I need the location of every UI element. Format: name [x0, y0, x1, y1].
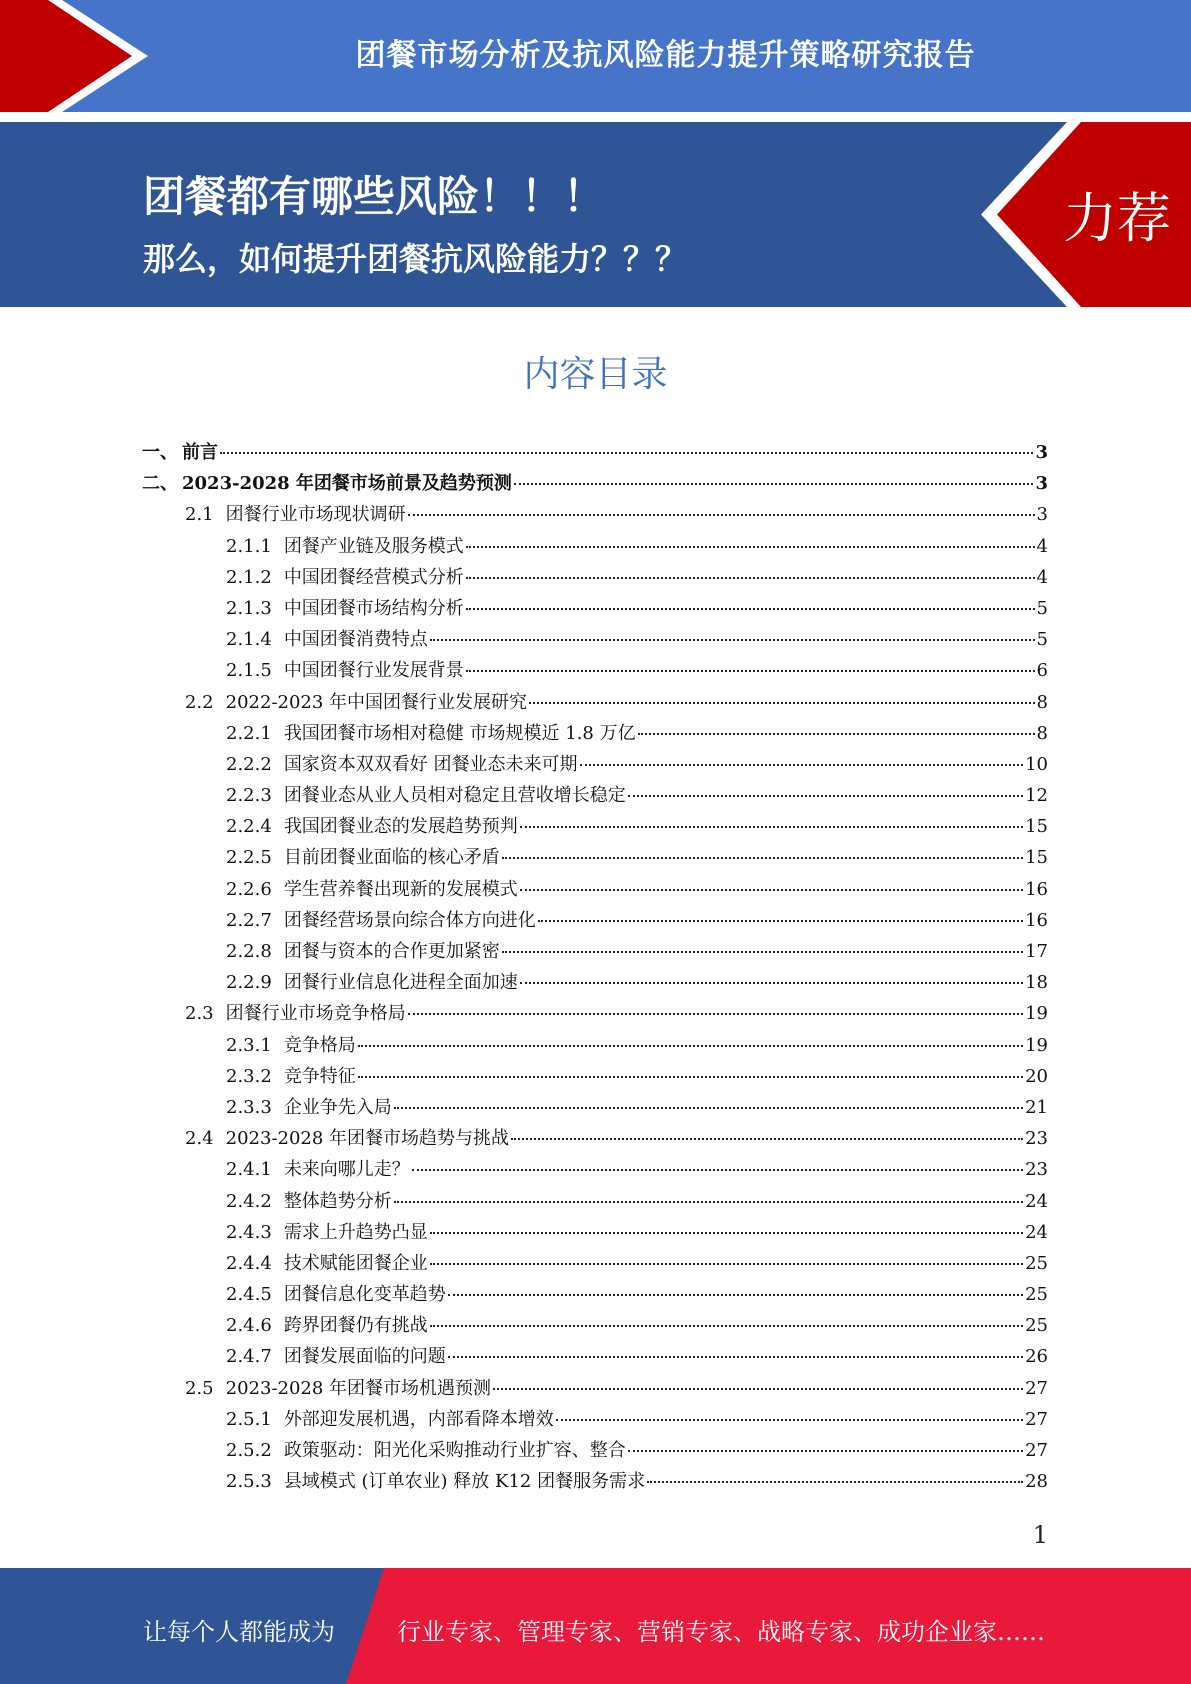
- toc-entry[interactable]: [142, 1405, 1048, 1436]
- toc-entry-title: 需求上升趋势凸显: [283, 1221, 428, 1243]
- toc-entry-page: 12: [1025, 785, 1048, 807]
- toc-entry-page: 24: [1025, 1221, 1048, 1243]
- toc-entry-title: 学生营养餐出现新的发展模式: [283, 878, 518, 900]
- recommend-badge-text: 力荐: [1063, 187, 1171, 250]
- toc-entry-number: 2.2.3: [226, 785, 272, 807]
- toc-entry[interactable]: [142, 1311, 1048, 1342]
- toc-dot-leader: [514, 483, 1034, 485]
- toc-entry-number: 2.2.5: [226, 847, 272, 869]
- red-arrow-decoration: [0, 0, 160, 112]
- toc-dot-leader: [220, 452, 1033, 454]
- toc-entry-page: 16: [1025, 909, 1048, 931]
- toc-entry-title: 竞争特征: [283, 1065, 356, 1087]
- toc-entry-title: 我国团餐业态的发展趋势预判: [283, 816, 518, 838]
- toc-entry-page: 6: [1036, 660, 1048, 682]
- toc-entry[interactable]: [142, 500, 1048, 531]
- toc-entry-page: 27: [1025, 1408, 1048, 1430]
- toc-entry-title: 技术赋能团餐企业: [283, 1252, 428, 1274]
- toc-entry-number: 2.4.2: [226, 1190, 272, 1212]
- toc-dot-leader: [394, 1201, 1023, 1203]
- toc-entry-page: 8: [1036, 722, 1048, 744]
- toc-entry-page: 18: [1025, 972, 1048, 994]
- toc-entry[interactable]: [142, 532, 1048, 563]
- toc-entry-title: 未来向哪儿走？: [283, 1159, 410, 1181]
- toc-entry-title: 中国团餐市场结构分析: [283, 597, 464, 619]
- toc-entry-number: 一、: [142, 442, 178, 463]
- toc-entry-page: 23: [1025, 1159, 1048, 1181]
- toc-dot-leader: [538, 920, 1023, 922]
- toc-entry-page: 25: [1025, 1284, 1048, 1306]
- toc-entry-number: 2.2.7: [226, 909, 272, 931]
- toc-entry-page: 23: [1025, 1128, 1048, 1150]
- toc-entry-title: 我国团餐市场相对稳健 市场规模近 1.8 万亿: [283, 722, 636, 744]
- toc-entry-page: 27: [1025, 1440, 1048, 1461]
- toc-dot-leader: [556, 1419, 1023, 1421]
- toc-entry-page: 8: [1036, 691, 1048, 713]
- toc-entry-title: 国家资本双双看好 团餐业态未来可期: [283, 753, 578, 775]
- toc-entry-page: 16: [1025, 878, 1048, 900]
- toc-entry[interactable]: [142, 781, 1048, 812]
- toc-entry-title: 2023-2028 年团餐市场趋势与挑战: [225, 1128, 510, 1150]
- toc-dot-leader: [466, 670, 1035, 672]
- headline-risks: 团餐都有哪些风险！！！: [143, 172, 606, 221]
- toc-entry-title: 中国团餐经营模式分析: [283, 566, 464, 588]
- toc-entry-title: 中国团餐消费特点: [283, 629, 428, 651]
- table-of-contents: [142, 438, 1048, 1498]
- report-title: 团餐市场分析及抗风险能力提升策略研究报告: [355, 38, 976, 73]
- toc-entry-title: 团餐经营场景向综合体方向进化: [283, 909, 536, 931]
- toc-entry-page: 15: [1025, 816, 1048, 838]
- toc-entry[interactable]: [142, 1031, 1048, 1062]
- toc-title: 内容目录: [523, 354, 668, 395]
- toc-entry[interactable]: [142, 1249, 1048, 1280]
- footer-slogan-right: 行业专家、管理专家、营销专家、战略专家、成功企业家……: [397, 1618, 1045, 1646]
- toc-entry-number: 2.1.3: [226, 597, 272, 619]
- toc-entry[interactable]: [142, 1342, 1048, 1373]
- toc-entry-page: 20: [1025, 1065, 1048, 1087]
- page-number: 1: [1032, 1521, 1048, 1549]
- toc-entry-number: 2.3.1: [226, 1034, 272, 1056]
- toc-dot-leader: [408, 1013, 1023, 1015]
- toc-entry-page: 3: [1035, 442, 1048, 463]
- toc-entry-number: 2.2.9: [226, 972, 272, 994]
- toc-entry[interactable]: [142, 656, 1048, 687]
- toc-entry[interactable]: [142, 968, 1048, 999]
- toc-entry-page: 4: [1036, 566, 1048, 588]
- toc-entry-number: 2.3.3: [226, 1096, 272, 1118]
- toc-entry-number: 二、: [142, 473, 178, 495]
- toc-entry-page: 5: [1036, 629, 1048, 651]
- toc-dot-leader: [493, 1388, 1023, 1390]
- toc-entry[interactable]: [142, 594, 1048, 625]
- toc-entry-number: 2.5: [185, 1377, 214, 1399]
- toc-entry-page: 27: [1025, 1377, 1048, 1399]
- toc-dot-leader: [358, 1045, 1023, 1047]
- toc-entry-number: 2.3.2: [226, 1065, 272, 1087]
- toc-entry-number: 2.5.3: [226, 1471, 272, 1493]
- toc-entry-page: 3: [1035, 473, 1048, 495]
- toc-entry-title: 团餐信息化变革趋势: [283, 1284, 446, 1306]
- toc-dot-leader: [430, 1232, 1023, 1234]
- toc-entry[interactable]: [142, 999, 1048, 1030]
- toc-dot-leader: [520, 826, 1023, 828]
- toc-entry-number: 2.4.1: [226, 1159, 272, 1181]
- toc-dot-leader: [430, 1263, 1023, 1265]
- toc-entry-title: 县域模式 (订单农业) 释放 K12 团餐服务需求: [283, 1471, 646, 1493]
- toc-dot-leader: [520, 982, 1023, 984]
- toc-dot-leader: [502, 857, 1023, 859]
- toc-entry-number: 2.2.1: [226, 722, 272, 744]
- toc-entry-number: 2.5.2: [226, 1440, 272, 1461]
- toc-dot-leader: [412, 1169, 1023, 1171]
- toc-dot-leader: [647, 1481, 1023, 1483]
- footer-slogan-left: 让每个人都能成为: [143, 1618, 335, 1646]
- toc-dot-leader: [580, 764, 1024, 766]
- headline-question: 那么，如何提升团餐抗风险能力？？？: [143, 240, 688, 278]
- toc-dot-leader: [502, 951, 1023, 953]
- toc-dot-leader: [529, 702, 1034, 704]
- headline-banner: [0, 122, 1191, 307]
- toc-entry-page: 21: [1025, 1096, 1048, 1118]
- toc-entry-title: 目前团餐业面临的核心矛盾: [283, 847, 500, 869]
- toc-entry[interactable]: [142, 438, 1048, 469]
- toc-entry[interactable]: [142, 563, 1048, 594]
- toc-entry-number: 2.2.8: [226, 941, 272, 962]
- toc-entry[interactable]: [142, 719, 1048, 750]
- toc-entry[interactable]: [142, 1093, 1048, 1124]
- toc-entry[interactable]: [142, 937, 1048, 968]
- toc-entry[interactable]: [142, 875, 1048, 906]
- toc-entry-number: 2.1.1: [226, 535, 272, 557]
- toc-entry-number: 2.1.4: [226, 629, 272, 651]
- toc-entry-title: 企业争先入局: [283, 1096, 392, 1118]
- toc-entry-page: 19: [1025, 1003, 1048, 1025]
- toc-entry[interactable]: [142, 906, 1048, 937]
- toc-entry-title: 团餐行业信息化进程全面加速: [283, 972, 518, 994]
- toc-entry[interactable]: [142, 625, 1048, 656]
- toc-entry[interactable]: [142, 812, 1048, 843]
- toc-dot-leader: [466, 608, 1035, 610]
- toc-entry[interactable]: [142, 1187, 1048, 1218]
- toc-entry-title: 团餐业态从业人员相对稳定且营收增长稳定: [283, 785, 626, 807]
- toc-entry-page: 25: [1025, 1315, 1048, 1337]
- toc-entry-number: 2.4.5: [226, 1284, 272, 1306]
- toc-entry-title: 竞争格局: [283, 1034, 356, 1056]
- toc-dot-leader: [394, 1107, 1023, 1109]
- toc-entry-number: 2.2.6: [226, 878, 272, 900]
- toc-dot-leader: [448, 1294, 1023, 1296]
- toc-dot-leader: [448, 1356, 1023, 1358]
- toc-entry-page: 24: [1025, 1190, 1048, 1212]
- toc-entry-number: 2.5.1: [226, 1408, 272, 1430]
- toc-entry-page: 25: [1025, 1252, 1048, 1274]
- toc-entry-page: 17: [1025, 941, 1048, 962]
- toc-dot-leader: [466, 577, 1035, 579]
- toc-entry[interactable]: [142, 1374, 1048, 1405]
- toc-dot-leader: [628, 795, 1023, 797]
- toc-entry-page: 10: [1025, 753, 1048, 775]
- top-header-band: [0, 0, 1191, 112]
- toc-entry-number: 2.1: [185, 504, 214, 526]
- toc-entry-number: 2.2: [185, 691, 214, 713]
- footer-banner: [0, 1568, 1191, 1684]
- toc-entry-page: 3: [1036, 504, 1048, 526]
- toc-entry-title: 团餐产业链及服务模式: [283, 535, 464, 557]
- toc-entry-number: 2.2.2: [226, 753, 272, 775]
- toc-entry-number: 2.1.2: [226, 566, 272, 588]
- toc-entry-page: 26: [1025, 1346, 1048, 1368]
- toc-entry-page: 4: [1036, 535, 1048, 557]
- toc-entry-page: 19: [1025, 1034, 1048, 1056]
- toc-entry[interactable]: [142, 1124, 1048, 1155]
- toc-entry[interactable]: [142, 1436, 1048, 1467]
- toc-entry-title: 外部迎发展机遇，内部看降本增效: [283, 1408, 554, 1430]
- toc-entry[interactable]: [142, 1155, 1048, 1186]
- toc-entry[interactable]: [142, 843, 1048, 874]
- toc-entry-title: 团餐发展面临的问题: [283, 1346, 446, 1368]
- toc-entry[interactable]: [142, 469, 1048, 500]
- toc-dot-leader: [520, 889, 1023, 891]
- toc-dot-leader: [408, 514, 1035, 516]
- toc-entry-number: 2.4.3: [226, 1221, 272, 1243]
- toc-entry-number: 2.4.6: [226, 1315, 272, 1337]
- toc-entry[interactable]: [142, 1062, 1048, 1093]
- toc-entry[interactable]: [142, 688, 1048, 719]
- toc-dot-leader: [358, 1076, 1023, 1078]
- toc-entry-number: 2.4.7: [226, 1346, 272, 1368]
- toc-dot-leader: [628, 1450, 1023, 1452]
- toc-entry-title: 团餐与资本的合作更加紧密: [283, 941, 500, 962]
- toc-entry-title: 2023-2028 年团餐市场机遇预测: [225, 1377, 492, 1399]
- toc-entry-title: 政策驱动：阳光化采购推动行业扩容、整合: [283, 1440, 626, 1461]
- toc-entry-number: 2.1.5: [226, 660, 272, 682]
- toc-dot-leader: [511, 1138, 1023, 1140]
- toc-entry-title: 前言: [182, 442, 218, 463]
- toc-entry-title: 2022-2023 年中国团餐行业发展研究: [225, 691, 528, 713]
- toc-dot-leader: [430, 639, 1035, 641]
- toc-entry-title: 中国团餐行业发展背景: [283, 660, 464, 682]
- toc-entry-number: 2.2.4: [226, 816, 272, 838]
- toc-entry-number: 2.4: [185, 1128, 214, 1150]
- toc-dot-leader: [430, 1325, 1023, 1327]
- toc-entry[interactable]: [142, 750, 1048, 781]
- toc-entry-title: 团餐行业市场现状调研: [225, 504, 406, 526]
- toc-entry-page: 28: [1025, 1471, 1048, 1493]
- toc-entry-title: 跨界团餐仍有挑战: [283, 1315, 428, 1337]
- toc-entry[interactable]: [142, 1467, 1048, 1498]
- toc-entry-title: 团餐行业市场竞争格局: [225, 1003, 406, 1025]
- toc-entry-number: 2.4.4: [226, 1252, 272, 1274]
- toc-entry[interactable]: [142, 1280, 1048, 1311]
- toc-entry[interactable]: [142, 1218, 1048, 1249]
- toc-entry-title: 2023-2028 年团餐市场前景及趋势预测: [182, 473, 512, 495]
- toc-entry-page: 5: [1036, 597, 1048, 619]
- toc-entry-number: 2.3: [185, 1003, 214, 1025]
- toc-dot-leader: [466, 546, 1035, 548]
- toc-entry-page: 15: [1025, 847, 1048, 869]
- toc-entry-title: 整体趋势分析: [283, 1190, 392, 1212]
- toc-dot-leader: [638, 733, 1035, 735]
